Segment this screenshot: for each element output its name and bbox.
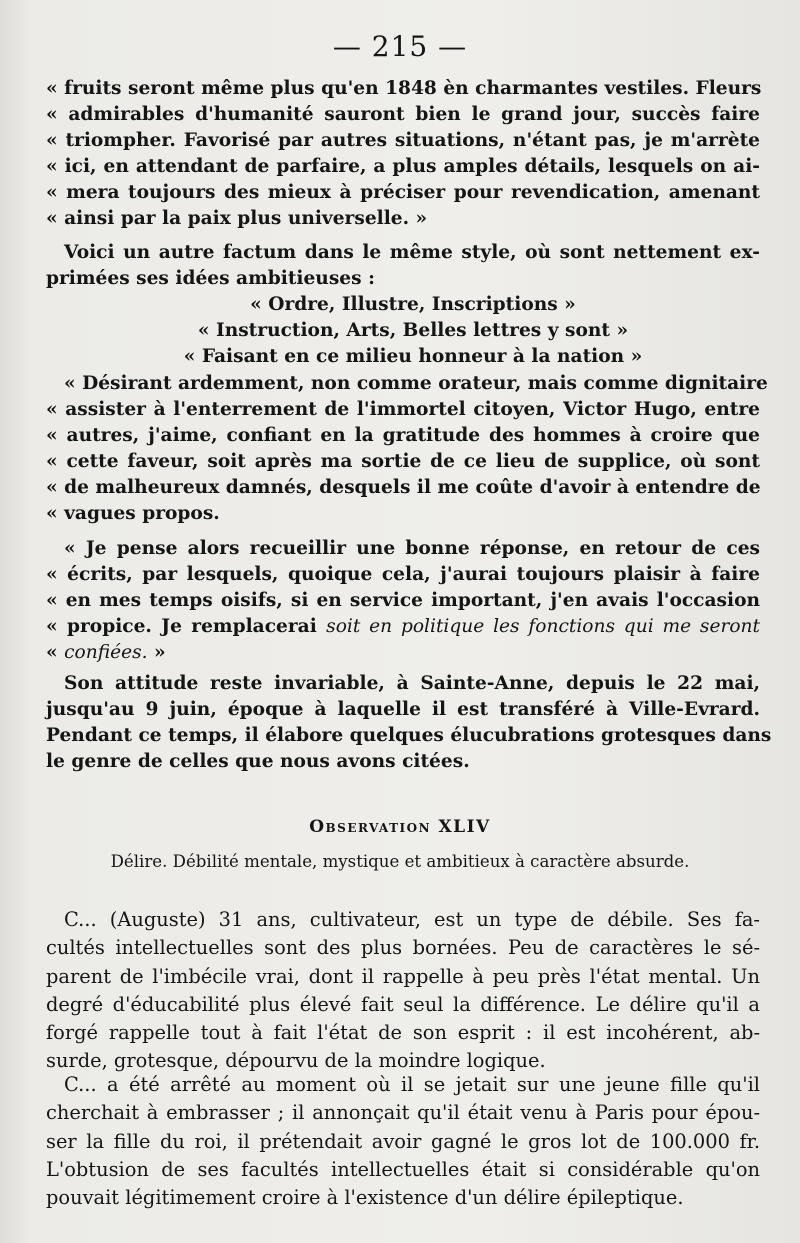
text-line: « autres, j'aime, confiant en la gratitude des hommes à croire que [46, 425, 760, 446]
italic-text: soit en politique les fonctions qui me seront [326, 616, 760, 637]
text-segment: « [46, 642, 65, 663]
text-line: C... a été arrêté au moment où il se jetait sur une jeune fille qu'il [64, 1073, 760, 1096]
text-line: « triompher. Favorisé par autres situations, n'étant pas, je m'arrète [46, 130, 760, 151]
intro-paragraph [46, 240, 760, 292]
verse-line: « Ordre, Illustre, Inscriptions » [250, 294, 576, 315]
text-line: L'obtusion de ses facultés intellectuelles était si considérable qu'on [46, 1157, 760, 1181]
text-line: primées ses idées ambitieuses : [46, 268, 375, 289]
observation-summary: Délire. Débilité mentale, mystique et ambitieux à caractère absurde. [110, 852, 690, 871]
text-line [46, 640, 760, 666]
verse-line: « Instruction, Arts, Belles lettres y sont » [197, 320, 629, 341]
observation-title: Observation XLIV [309, 817, 491, 837]
text-line: « écrits, par lesquels, quoique cela, j'aurai toujours plaisir à faire [46, 564, 760, 585]
text-line: degré d'éducabilité plus élevé fait seul la différence. Le délire qu'il a [46, 992, 760, 1016]
text-line: le genre de celles que nous avons citées. [46, 751, 470, 772]
text-line: « de malheureux damnés, desquels il me coûte d'avoir à entendre de [46, 477, 761, 498]
text-line: « ainsi par la paix plus universelle. » [46, 208, 428, 229]
text-line: Son attitude reste invariable, à Sainte-Anne, depuis le 22 mai, [64, 673, 760, 694]
verse-block [46, 292, 760, 370]
quote-continued [46, 76, 760, 232]
quote-paragraph-2 [46, 536, 760, 666]
text-line: jusqu'au 9 juin, époque à laquelle il est transféré à Ville-Evrard. [46, 699, 760, 720]
text-line: « fruits seront même plus qu'en 1848 èn charmantes vestiles. Fleurs [46, 78, 762, 99]
text-line: « Désirant ardemment, non comme orateur, mais comme dignitaire [64, 373, 768, 394]
quote-paragraph-1 [46, 371, 768, 527]
case-paragraph-1 [46, 906, 760, 1076]
italic-text: confiées. [64, 642, 148, 663]
text-line: « vagues propos. [46, 503, 220, 524]
text-line: C... (Auguste) 31 ans, cultivateur, est un type de débile. Ses fa- [64, 908, 760, 931]
text-line: surde, grotesque, dépourvu de la moindre logique. [46, 1049, 546, 1073]
text-line [46, 614, 760, 640]
text-line: « en mes temps oisifs, si en service important, j'en avais l'occasion [46, 590, 760, 611]
verse-line: « Faisant en ce milieu honneur à la nation » [183, 346, 643, 367]
case-paragraph-2 [46, 1071, 760, 1212]
text-line: pouvait légitimement croire à l'existence d'un délire épileptique. [46, 1186, 684, 1210]
text-segment: « propice. Je remplacerai [46, 616, 327, 637]
attitude-paragraph [46, 671, 772, 775]
text-line: cultés intellectuelles sont des plus bornées. Peu de caractères le sé- [46, 936, 760, 960]
text-line: « cette faveur, soit après ma sortie de ce lieu de supplice, où sont [46, 451, 760, 472]
text-line: Pendant ce temps, il élabore quelques élucubrations grotesques dans [46, 725, 772, 746]
text-line: « ici, en attendant de parfaire, a plus amples détails, lesquels on ai- [46, 156, 760, 177]
text-line: ser la fille du roi, il prétendait avoir gagné le gros lot de 100.000 fr. [46, 1129, 760, 1153]
text-line: « Je pense alors recueillir une bonne réponse, en retour de ces [64, 538, 760, 559]
page-number: — 215 — [332, 30, 468, 63]
text-line: parent de l'imbécile vrai, dont il rappelle à peu près l'état mental. Un [46, 964, 760, 988]
text-segment: » [147, 642, 166, 663]
text-line: Voici un autre factum dans le même style, où sont nettement ex- [64, 242, 760, 263]
text-line: cherchait à embrasser ; il annonçait qu'il était venu à Paris pour épou- [46, 1101, 760, 1125]
text-line: « admirables d'humanité sauront bien le grand jour, succès faire [46, 104, 760, 125]
text-line: « assister à l'enterrement de l'immortel citoyen, Victor Hugo, entre [46, 399, 760, 420]
text-line: forgé rappelle tout à fait l'état de son esprit : il est incohérent, ab- [46, 1021, 760, 1045]
text-line: « mera toujours des mieux à préciser pour revendication, amenant [46, 182, 760, 203]
